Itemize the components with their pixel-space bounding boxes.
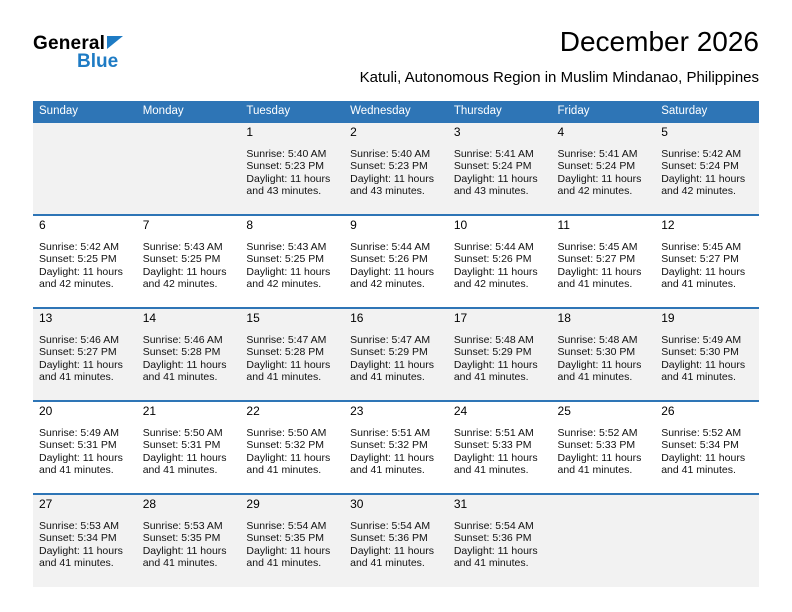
daylight-text: Daylight: 11 hours and 41 minutes.	[453, 544, 538, 570]
day-cell-23	[344, 401, 448, 494]
day-number: 25	[557, 404, 571, 419]
sunset-text: Sunset: 5:30 PM	[661, 346, 739, 359]
daylight-text: Daylight: 11 hours and 42 minutes.	[453, 265, 538, 291]
sunrise-text: Sunrise: 5:48 AM	[557, 333, 638, 346]
sunrise-text: Sunrise: 5:42 AM	[661, 147, 742, 160]
day-number: 19	[661, 311, 675, 326]
day-cell-10	[448, 215, 552, 308]
title-block	[360, 26, 759, 86]
daylight-text: Daylight: 11 hours and 42 minutes.	[350, 265, 434, 291]
sunset-text: Sunset: 5:34 PM	[39, 532, 117, 545]
day-number: 12	[661, 218, 675, 233]
logo-triangle-icon	[107, 36, 123, 49]
sunset-text: Sunset: 5:29 PM	[350, 346, 428, 359]
sunset-text: Sunset: 5:36 PM	[350, 532, 428, 545]
weekday-header-sunday: Sunday	[33, 101, 137, 122]
daylight-text: Daylight: 11 hours and 41 minutes.	[39, 358, 123, 384]
day-number: 28	[142, 497, 157, 512]
day-cell-9	[344, 215, 448, 308]
day-cell-31	[448, 494, 552, 587]
weekday-header-saturday: Saturday	[655, 101, 759, 122]
sunrise-text: Sunrise: 5:45 AM	[557, 240, 638, 253]
day-number: 20	[39, 404, 53, 419]
page-header	[33, 26, 759, 86]
day-cell-24	[448, 401, 552, 494]
day-cell-12	[655, 215, 759, 308]
daylight-text: Daylight: 11 hours and 41 minutes.	[142, 451, 227, 477]
sunset-text: Sunset: 5:27 PM	[39, 346, 117, 359]
daylight-text: Daylight: 11 hours and 41 minutes.	[39, 451, 123, 477]
sunrise-text: Sunrise: 5:44 AM	[350, 240, 431, 253]
empty-day-cell	[655, 494, 759, 587]
daylight-text: Daylight: 11 hours and 41 minutes.	[350, 358, 434, 384]
day-number: 8	[246, 218, 254, 233]
day-cell-17	[448, 308, 552, 401]
sunrise-text: Sunrise: 5:40 AM	[350, 147, 431, 160]
daylight-text: Daylight: 11 hours and 41 minutes.	[350, 451, 434, 477]
daylight-text: Daylight: 11 hours and 41 minutes.	[246, 544, 331, 570]
day-number: 6	[39, 218, 46, 233]
day-number: 21	[142, 404, 157, 419]
day-number: 27	[39, 497, 53, 512]
daylight-text: Daylight: 11 hours and 41 minutes.	[557, 451, 642, 477]
day-number: 23	[350, 404, 364, 419]
logo-text-general: General	[33, 33, 106, 54]
day-cell-4	[552, 122, 656, 215]
day-cell-1	[240, 122, 344, 215]
sunrise-text: Sunrise: 5:50 AM	[142, 426, 223, 439]
weekday-header-monday: Monday	[137, 101, 241, 122]
day-number: 15	[246, 311, 260, 326]
sunrise-text: Sunrise: 5:52 AM	[661, 426, 742, 439]
sunset-text: Sunset: 5:24 PM	[453, 160, 532, 173]
sunset-text: Sunset: 5:25 PM	[142, 253, 221, 266]
daylight-text: Daylight: 11 hours and 41 minutes.	[661, 358, 746, 384]
day-cell-15	[240, 308, 344, 401]
week-row-5	[33, 494, 759, 587]
sunset-text: Sunset: 5:31 PM	[142, 439, 221, 452]
day-number: 7	[142, 218, 150, 233]
daylight-text: Daylight: 11 hours and 41 minutes.	[350, 544, 434, 570]
day-number: 26	[661, 404, 675, 419]
sunrise-text: Sunrise: 5:45 AM	[661, 240, 742, 253]
sunrise-text: Sunrise: 5:41 AM	[453, 147, 534, 160]
sunrise-text: Sunrise: 5:48 AM	[453, 333, 534, 346]
sunrise-text: Sunrise: 5:53 AM	[39, 519, 119, 532]
sunrise-text: Sunrise: 5:43 AM	[142, 240, 223, 253]
daylight-text: Daylight: 11 hours and 41 minutes.	[661, 451, 746, 477]
sunset-text: Sunset: 5:26 PM	[350, 253, 428, 266]
day-number: 10	[453, 218, 468, 233]
sunrise-text: Sunrise: 5:47 AM	[350, 333, 431, 346]
sunset-text: Sunset: 5:35 PM	[246, 532, 325, 545]
day-number: 5	[661, 125, 668, 140]
sunset-text: Sunset: 5:27 PM	[661, 253, 739, 266]
sunrise-text: Sunrise: 5:42 AM	[39, 240, 119, 253]
sunrise-text: Sunrise: 5:46 AM	[142, 333, 223, 346]
day-cell-21	[137, 401, 241, 494]
sunrise-text: Sunrise: 5:53 AM	[142, 519, 223, 532]
daylight-text: Daylight: 11 hours and 42 minutes.	[246, 265, 331, 291]
daylight-text: Daylight: 11 hours and 43 minutes.	[246, 172, 331, 198]
daylight-text: Daylight: 11 hours and 42 minutes.	[39, 265, 123, 291]
logo-text-blue: Blue	[77, 51, 119, 72]
day-cell-30	[344, 494, 448, 587]
daylight-text: Daylight: 11 hours and 42 minutes.	[142, 265, 227, 291]
sunrise-text: Sunrise: 5:52 AM	[557, 426, 638, 439]
day-cell-2	[344, 122, 448, 215]
daylight-text: Daylight: 11 hours and 41 minutes.	[557, 265, 642, 291]
page-title: December 2026	[559, 26, 759, 57]
day-number: 13	[39, 311, 53, 326]
sunset-text: Sunset: 5:25 PM	[39, 253, 117, 266]
sunrise-text: Sunrise: 5:51 AM	[350, 426, 431, 439]
sunrise-text: Sunrise: 5:50 AM	[246, 426, 327, 439]
day-cell-27	[33, 494, 137, 587]
daylight-text: Daylight: 11 hours and 41 minutes.	[453, 451, 538, 477]
empty-day-cell	[33, 122, 137, 215]
sunrise-text: Sunrise: 5:40 AM	[246, 147, 327, 160]
daylight-text: Daylight: 11 hours and 41 minutes.	[246, 451, 331, 477]
week-row-1	[33, 122, 759, 215]
sunset-text: Sunset: 5:33 PM	[453, 439, 532, 452]
page-subtitle: Katuli, Autonomous Region in Muslim Mindanao, Philippines	[359, 69, 759, 87]
day-number: 17	[453, 311, 468, 326]
daylight-text: Daylight: 11 hours and 41 minutes.	[661, 265, 746, 291]
day-cell-8	[240, 215, 344, 308]
day-cell-11	[552, 215, 656, 308]
empty-day-cell	[137, 122, 241, 215]
sunrise-text: Sunrise: 5:47 AM	[246, 333, 327, 346]
day-number: 1	[246, 125, 254, 140]
day-cell-7	[137, 215, 241, 308]
sunrise-text: Sunrise: 5:54 AM	[246, 519, 327, 532]
day-cell-19	[655, 308, 759, 401]
day-cell-6	[33, 215, 137, 308]
daylight-text: Daylight: 11 hours and 43 minutes.	[453, 172, 538, 198]
sunrise-text: Sunrise: 5:54 AM	[350, 519, 431, 532]
day-cell-29	[240, 494, 344, 587]
daylight-text: Daylight: 11 hours and 41 minutes.	[142, 358, 227, 384]
sunrise-text: Sunrise: 5:41 AM	[557, 147, 638, 160]
day-cell-16	[344, 308, 448, 401]
weekday-header-wednesday: Wednesday	[344, 101, 448, 122]
day-cell-14	[137, 308, 241, 401]
sunset-text: Sunset: 5:30 PM	[557, 346, 636, 359]
day-cell-22	[240, 401, 344, 494]
sunset-text: Sunset: 5:27 PM	[557, 253, 636, 266]
sunset-text: Sunset: 5:24 PM	[557, 160, 636, 173]
week-row-4	[33, 401, 759, 494]
daylight-text: Daylight: 11 hours and 41 minutes.	[142, 544, 227, 570]
day-cell-13	[33, 308, 137, 401]
day-number: 24	[453, 404, 468, 419]
daylight-text: Daylight: 11 hours and 41 minutes.	[246, 358, 331, 384]
day-cell-3	[448, 122, 552, 215]
day-number: 2	[350, 125, 357, 140]
sunset-text: Sunset: 5:29 PM	[453, 346, 532, 359]
sunset-text: Sunset: 5:35 PM	[142, 532, 221, 545]
calendar-body	[33, 122, 759, 587]
sunset-text: Sunset: 5:26 PM	[453, 253, 532, 266]
sunrise-text: Sunrise: 5:54 AM	[453, 519, 534, 532]
day-cell-25	[552, 401, 656, 494]
day-number: 29	[246, 497, 260, 512]
day-number: 31	[453, 497, 468, 512]
sunrise-text: Sunrise: 5:49 AM	[39, 426, 119, 439]
sunrise-text: Sunrise: 5:51 AM	[453, 426, 534, 439]
sunrise-text: Sunrise: 5:44 AM	[453, 240, 534, 253]
day-number: 16	[350, 311, 364, 326]
day-cell-20	[33, 401, 137, 494]
day-cell-26	[655, 401, 759, 494]
weekday-header-row	[33, 101, 759, 122]
day-number: 18	[557, 311, 571, 326]
sunset-text: Sunset: 5:28 PM	[246, 346, 325, 359]
sunrise-text: Sunrise: 5:46 AM	[39, 333, 119, 346]
day-cell-28	[137, 494, 241, 587]
sunset-text: Sunset: 5:28 PM	[142, 346, 221, 359]
sunset-text: Sunset: 5:33 PM	[557, 439, 636, 452]
day-cell-18	[552, 308, 656, 401]
sunset-text: Sunset: 5:31 PM	[39, 439, 117, 452]
weekday-header-thursday: Thursday	[448, 101, 552, 122]
sunset-text: Sunset: 5:32 PM	[350, 439, 428, 452]
day-number: 22	[246, 404, 260, 419]
daylight-text: Daylight: 11 hours and 42 minutes.	[661, 172, 746, 198]
sunset-text: Sunset: 5:24 PM	[661, 160, 739, 173]
daylight-text: Daylight: 11 hours and 41 minutes.	[453, 358, 538, 384]
day-number: 11	[557, 218, 570, 233]
general-blue-logo	[33, 26, 123, 71]
weekday-header-tuesday: Tuesday	[240, 101, 344, 122]
week-row-2	[33, 215, 759, 308]
daylight-text: Daylight: 11 hours and 43 minutes.	[350, 172, 434, 198]
week-row-3	[33, 308, 759, 401]
sunset-text: Sunset: 5:23 PM	[350, 160, 428, 173]
empty-day-cell	[552, 494, 656, 587]
day-number: 30	[350, 497, 364, 512]
sunrise-text: Sunrise: 5:43 AM	[246, 240, 327, 253]
sunset-text: Sunset: 5:25 PM	[246, 253, 325, 266]
sunset-text: Sunset: 5:23 PM	[246, 160, 325, 173]
weekday-header-friday: Friday	[552, 101, 656, 122]
day-cell-5	[655, 122, 759, 215]
calendar-table	[33, 101, 759, 587]
day-number: 3	[453, 125, 461, 140]
day-number: 4	[557, 125, 565, 140]
daylight-text: Daylight: 11 hours and 41 minutes.	[557, 358, 642, 384]
sunset-text: Sunset: 5:32 PM	[246, 439, 325, 452]
sunset-text: Sunset: 5:36 PM	[453, 532, 532, 545]
daylight-text: Daylight: 11 hours and 42 minutes.	[557, 172, 642, 198]
sunrise-text: Sunrise: 5:49 AM	[661, 333, 742, 346]
sunset-text: Sunset: 5:34 PM	[661, 439, 739, 452]
day-number: 14	[142, 311, 157, 326]
day-number: 9	[350, 218, 357, 233]
daylight-text: Daylight: 11 hours and 41 minutes.	[39, 544, 123, 570]
